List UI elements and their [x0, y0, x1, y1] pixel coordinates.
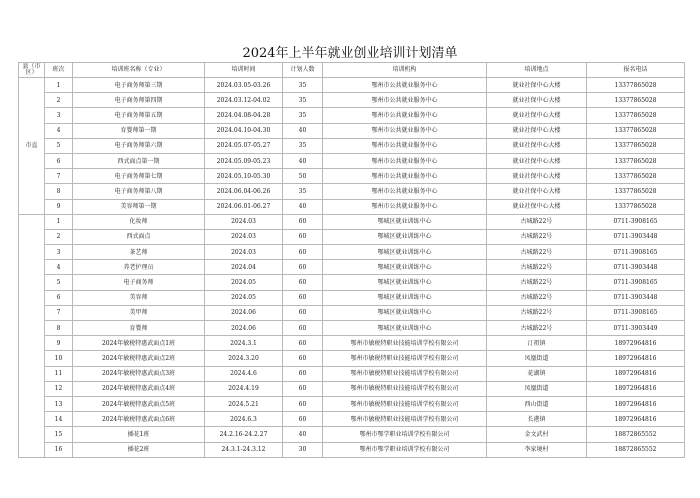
institution-cell: 鄂州市公共就业服务中心: [323, 199, 487, 214]
institution-cell: 鄂州市敏税特职业技能培训学校有限公司: [323, 336, 487, 351]
planned-count-cell: 50: [283, 169, 323, 184]
location-cell: 就业社保中心大楼: [487, 184, 587, 199]
planned-count-cell: 60: [283, 351, 323, 366]
institution-cell: 鄂州市敏税特职业技能培训学校有限公司: [323, 366, 487, 381]
course-name-cell: 电子商务师第五期: [73, 108, 205, 123]
location-cell: 就业社保中心大楼: [487, 93, 587, 108]
training-time-cell: 2024.05.09-05.23: [205, 153, 283, 168]
course-name-cell: 西式面点: [73, 229, 205, 244]
institution-cell: 鄂城区就业训练中心: [323, 305, 487, 320]
training-time-cell: 2024.04: [205, 260, 283, 275]
institution-cell: 鄂州市敏税特职业技能培训学校有限公司: [323, 351, 487, 366]
phone-cell: 18972964816: [587, 412, 685, 427]
planned-count-cell: 40: [283, 153, 323, 168]
planned-count-cell: 60: [283, 245, 323, 260]
table-row: [19, 351, 685, 366]
location-cell: 就业社保中心大楼: [487, 199, 587, 214]
institution-cell: 鄂州市敏税特职业技能培训学校有限公司: [323, 381, 487, 396]
location-cell: 古城路22号: [487, 245, 587, 260]
training-time-cell: 2024.05.10-05.30: [205, 169, 283, 184]
phone-cell: 0711-3903448: [587, 290, 685, 305]
course-name-cell: 插花1班: [73, 427, 205, 442]
training-time-cell: 2024.3.1: [205, 336, 283, 351]
planned-count-cell: 60: [283, 260, 323, 275]
training-time-cell: 2024.5.21: [205, 396, 283, 411]
course-name-cell: 西式面点第一期: [73, 153, 205, 168]
table-row: [19, 336, 685, 351]
planned-count-cell: 60: [283, 381, 323, 396]
course-name-cell: 美容师第一期: [73, 199, 205, 214]
planned-count-cell: 35: [283, 138, 323, 153]
course-name-cell: 2024年敏税特惠武面点2班: [73, 351, 205, 366]
table-body: [19, 78, 685, 458]
course-name-cell: 育婴师: [73, 321, 205, 336]
phone-cell: 13377865028: [587, 123, 685, 138]
course-name-cell: 2024年敏税特惠武面点3班: [73, 366, 205, 381]
table-row: [19, 214, 685, 229]
training-time-cell: 2024.06: [205, 305, 283, 320]
location-cell: 金文武村: [487, 427, 587, 442]
location-cell: 就业社保中心大楼: [487, 153, 587, 168]
institution-cell: 鄂州市公共就业服务中心: [323, 138, 487, 153]
class-no-cell: 14: [45, 412, 73, 427]
table-header-row: [19, 63, 685, 78]
class-no-cell: 4: [45, 123, 73, 138]
training-time-cell: 2024.05.07-05.27: [205, 138, 283, 153]
training-time-cell: 2024.04.10-04.30: [205, 123, 283, 138]
location-cell: 李家境村: [487, 442, 587, 457]
header-institution: 培训机构: [323, 63, 487, 78]
course-name-cell: 2024年敏税特惠武面点6班: [73, 412, 205, 427]
course-name-cell: 电子商务师第七期: [73, 169, 205, 184]
phone-cell: 0711-3903448: [587, 229, 685, 244]
class-no-cell: 7: [45, 305, 73, 320]
class-no-cell: 3: [45, 245, 73, 260]
table-row: [19, 123, 685, 138]
class-no-cell: 11: [45, 366, 73, 381]
location-cell: 古城路22号: [487, 321, 587, 336]
class-no-cell: 5: [45, 275, 73, 290]
table-row: [19, 93, 685, 108]
class-no-cell: 1: [45, 214, 73, 229]
training-time-cell: 24.2.16-24.2.27: [205, 427, 283, 442]
training-time-cell: 2024.06.04-06.26: [205, 184, 283, 199]
table-row: [19, 412, 685, 427]
institution-cell: 鄂州市鄂学职业培训学校有限公司: [323, 427, 487, 442]
class-no-cell: 1: [45, 78, 73, 93]
class-no-cell: 9: [45, 336, 73, 351]
planned-count-cell: 60: [283, 214, 323, 229]
location-cell: 就业社保中心大楼: [487, 108, 587, 123]
table-row: [19, 396, 685, 411]
planned-count-cell: 60: [283, 412, 323, 427]
phone-cell: 13377865028: [587, 93, 685, 108]
training-time-cell: 2024.4.19: [205, 381, 283, 396]
table-row: [19, 381, 685, 396]
planned-count-cell: 60: [283, 366, 323, 381]
course-name-cell: 2024年敏税特惠武面点5班: [73, 396, 205, 411]
institution-cell: 鄂城区就业训练中心: [323, 260, 487, 275]
table-row: [19, 275, 685, 290]
course-name-cell: 电子商务师: [73, 275, 205, 290]
class-no-cell: 9: [45, 199, 73, 214]
course-name-cell: 2024年敏税特惠武面点1班: [73, 336, 205, 351]
class-no-cell: 16: [45, 442, 73, 457]
institution-cell: 鄂州市公共就业服务中心: [323, 184, 487, 199]
institution-cell: 鄂州市公共就业服务中心: [323, 123, 487, 138]
course-name-cell: 育婴师第一期: [73, 123, 205, 138]
location-cell: 凤凰街道: [487, 381, 587, 396]
class-no-cell: 7: [45, 169, 73, 184]
class-no-cell: 6: [45, 153, 73, 168]
training-time-cell: 2024.03: [205, 245, 283, 260]
training-time-cell: 2024.03: [205, 214, 283, 229]
training-time-cell: 2024.4.6: [205, 366, 283, 381]
planned-count-cell: 60: [283, 229, 323, 244]
institution-cell: 鄂州市鄂学职业培训学校有限公司: [323, 442, 487, 457]
table-row: [19, 366, 685, 381]
class-no-cell: 8: [45, 321, 73, 336]
location-cell: 长港镇: [487, 412, 587, 427]
training-time-cell: 2024.03.05-03.26: [205, 78, 283, 93]
training-time-cell: 2024.05: [205, 275, 283, 290]
location-cell: 古城路22号: [487, 229, 587, 244]
planned-count-cell: 30: [283, 442, 323, 457]
planned-count-cell: 40: [283, 427, 323, 442]
header-location: 培训地点: [487, 63, 587, 78]
location-cell: 凤凰街道: [487, 351, 587, 366]
institution-cell: 鄂城区就业训练中心: [323, 214, 487, 229]
location-cell: 花湖镇: [487, 366, 587, 381]
course-name-cell: 电子商务师第六期: [73, 138, 205, 153]
phone-cell: 13377865028: [587, 199, 685, 214]
training-time-cell: 2024.05: [205, 290, 283, 305]
planned-count-cell: 60: [283, 305, 323, 320]
phone-cell: 18972964816: [587, 396, 685, 411]
table-row: [19, 153, 685, 168]
training-plan-table: [18, 62, 685, 458]
location-cell: 古城路22号: [487, 214, 587, 229]
header-training-time: 培训时间: [205, 63, 283, 78]
location-cell: 古城路22号: [487, 290, 587, 305]
course-name-cell: 电子商务师第八期: [73, 184, 205, 199]
class-no-cell: 13: [45, 396, 73, 411]
institution-cell: 鄂州市公共就业服务中心: [323, 153, 487, 168]
training-time-cell: 2024.6.3: [205, 412, 283, 427]
training-time-cell: 2024.06: [205, 321, 283, 336]
training-time-cell: 2024.04.08-04.28: [205, 108, 283, 123]
table-row: [19, 442, 685, 457]
class-no-cell: 6: [45, 290, 73, 305]
planned-count-cell: 60: [283, 336, 323, 351]
phone-cell: 0711-3903448: [587, 260, 685, 275]
planned-count-cell: 35: [283, 108, 323, 123]
course-name-cell: 茶艺师: [73, 245, 205, 260]
class-no-cell: 8: [45, 184, 73, 199]
class-no-cell: 2: [45, 93, 73, 108]
institution-cell: 鄂州市公共就业服务中心: [323, 93, 487, 108]
institution-cell: 鄂城区就业训练中心: [323, 229, 487, 244]
phone-cell: 13377865028: [587, 184, 685, 199]
location-cell: 汀祖镇: [487, 336, 587, 351]
institution-cell: 鄂城区就业训练中心: [323, 321, 487, 336]
institution-cell: 鄂州市公共就业服务中心: [323, 169, 487, 184]
header-phone: 报名电话: [587, 63, 685, 78]
phone-cell: 0711-3908165: [587, 275, 685, 290]
document-title: 2024年上半年就业创业培训计划清单: [242, 46, 458, 61]
institution-cell: 鄂州市敏税特职业技能培训学校有限公司: [323, 412, 487, 427]
table-row: [19, 199, 685, 214]
phone-cell: 18972964816: [587, 366, 685, 381]
phone-cell: 13377865028: [587, 78, 685, 93]
course-name-cell: 2024年敏税特惠武面点4班: [73, 381, 205, 396]
class-no-cell: 3: [45, 108, 73, 123]
table-row: [19, 108, 685, 123]
course-name-cell: 电子商务师第四期: [73, 93, 205, 108]
location-cell: 西山街道: [487, 396, 587, 411]
training-time-cell: 24.3.1-24.3.12: [205, 442, 283, 457]
institution-cell: 鄂州市敏税特职业技能培训学校有限公司: [323, 396, 487, 411]
class-no-cell: 12: [45, 381, 73, 396]
institution-cell: 鄂城区就业训练中心: [323, 245, 487, 260]
phone-cell: 0711-3908165: [587, 214, 685, 229]
planned-count-cell: 35: [283, 93, 323, 108]
location-cell: 就业社保中心大楼: [487, 169, 587, 184]
header-county: 县（市区）: [19, 63, 45, 78]
county-cell: 市直: [19, 78, 45, 215]
course-name-cell: 化妆师: [73, 214, 205, 229]
phone-cell: 13377865028: [587, 138, 685, 153]
phone-cell: 13377865028: [587, 108, 685, 123]
institution-cell: 鄂州市公共就业服务中心: [323, 108, 487, 123]
course-name-cell: 电子商务师第三期: [73, 78, 205, 93]
class-no-cell: 4: [45, 260, 73, 275]
phone-cell: 18872865552: [587, 427, 685, 442]
phone-cell: 0711-3908165: [587, 305, 685, 320]
class-no-cell: 10: [45, 351, 73, 366]
institution-cell: 鄂州市公共就业服务中心: [323, 78, 487, 93]
location-cell: 古城路22号: [487, 275, 587, 290]
training-time-cell: 2024.03.12-04.02: [205, 93, 283, 108]
planned-count-cell: 40: [283, 199, 323, 214]
phone-cell: 13377865028: [587, 153, 685, 168]
table-row: [19, 305, 685, 320]
table-row: [19, 260, 685, 275]
header-course-name: 培训班名称（专业）: [73, 63, 205, 78]
header-class-no: 班次: [45, 63, 73, 78]
institution-cell: 鄂城区就业训练中心: [323, 290, 487, 305]
location-cell: 就业社保中心大楼: [487, 78, 587, 93]
table-row: [19, 229, 685, 244]
course-name-cell: 美甲师: [73, 305, 205, 320]
planned-count-cell: 60: [283, 275, 323, 290]
planned-count-cell: 60: [283, 290, 323, 305]
header-planned-count: 计划人数: [283, 63, 323, 78]
table-row: [19, 78, 685, 93]
phone-cell: 13377865028: [587, 169, 685, 184]
planned-count-cell: 35: [283, 184, 323, 199]
table-row: [19, 427, 685, 442]
table-row: [19, 321, 685, 336]
phone-cell: 0711-3908165: [587, 245, 685, 260]
class-no-cell: 15: [45, 427, 73, 442]
class-no-cell: 2: [45, 229, 73, 244]
table-row: [19, 184, 685, 199]
training-time-cell: 2024.03: [205, 229, 283, 244]
table-row: [19, 169, 685, 184]
phone-cell: 18972964816: [587, 381, 685, 396]
training-time-cell: 2024.06.01-06.27: [205, 199, 283, 214]
phone-cell: 0711-3903449: [587, 321, 685, 336]
training-time-cell: 2024.3.20: [205, 351, 283, 366]
institution-cell: 鄂城区就业训练中心: [323, 275, 487, 290]
table-row: [19, 138, 685, 153]
table-row: [19, 290, 685, 305]
location-cell: 就业社保中心大楼: [487, 138, 587, 153]
planned-count-cell: 60: [283, 396, 323, 411]
planned-count-cell: 40: [283, 123, 323, 138]
planned-count-cell: 60: [283, 321, 323, 336]
location-cell: 古城路22号: [487, 260, 587, 275]
course-name-cell: 美容师: [73, 290, 205, 305]
class-no-cell: 5: [45, 138, 73, 153]
phone-cell: 18972964816: [587, 351, 685, 366]
location-cell: 古城路22号: [487, 305, 587, 320]
county-cell: [19, 214, 45, 457]
planned-count-cell: 35: [283, 78, 323, 93]
course-name-cell: 养老护理员: [73, 260, 205, 275]
location-cell: 就业社保中心大楼: [487, 123, 587, 138]
phone-cell: 18872865552: [587, 442, 685, 457]
phone-cell: 18972964816: [587, 336, 685, 351]
table-row: [19, 245, 685, 260]
course-name-cell: 插花2班: [73, 442, 205, 457]
